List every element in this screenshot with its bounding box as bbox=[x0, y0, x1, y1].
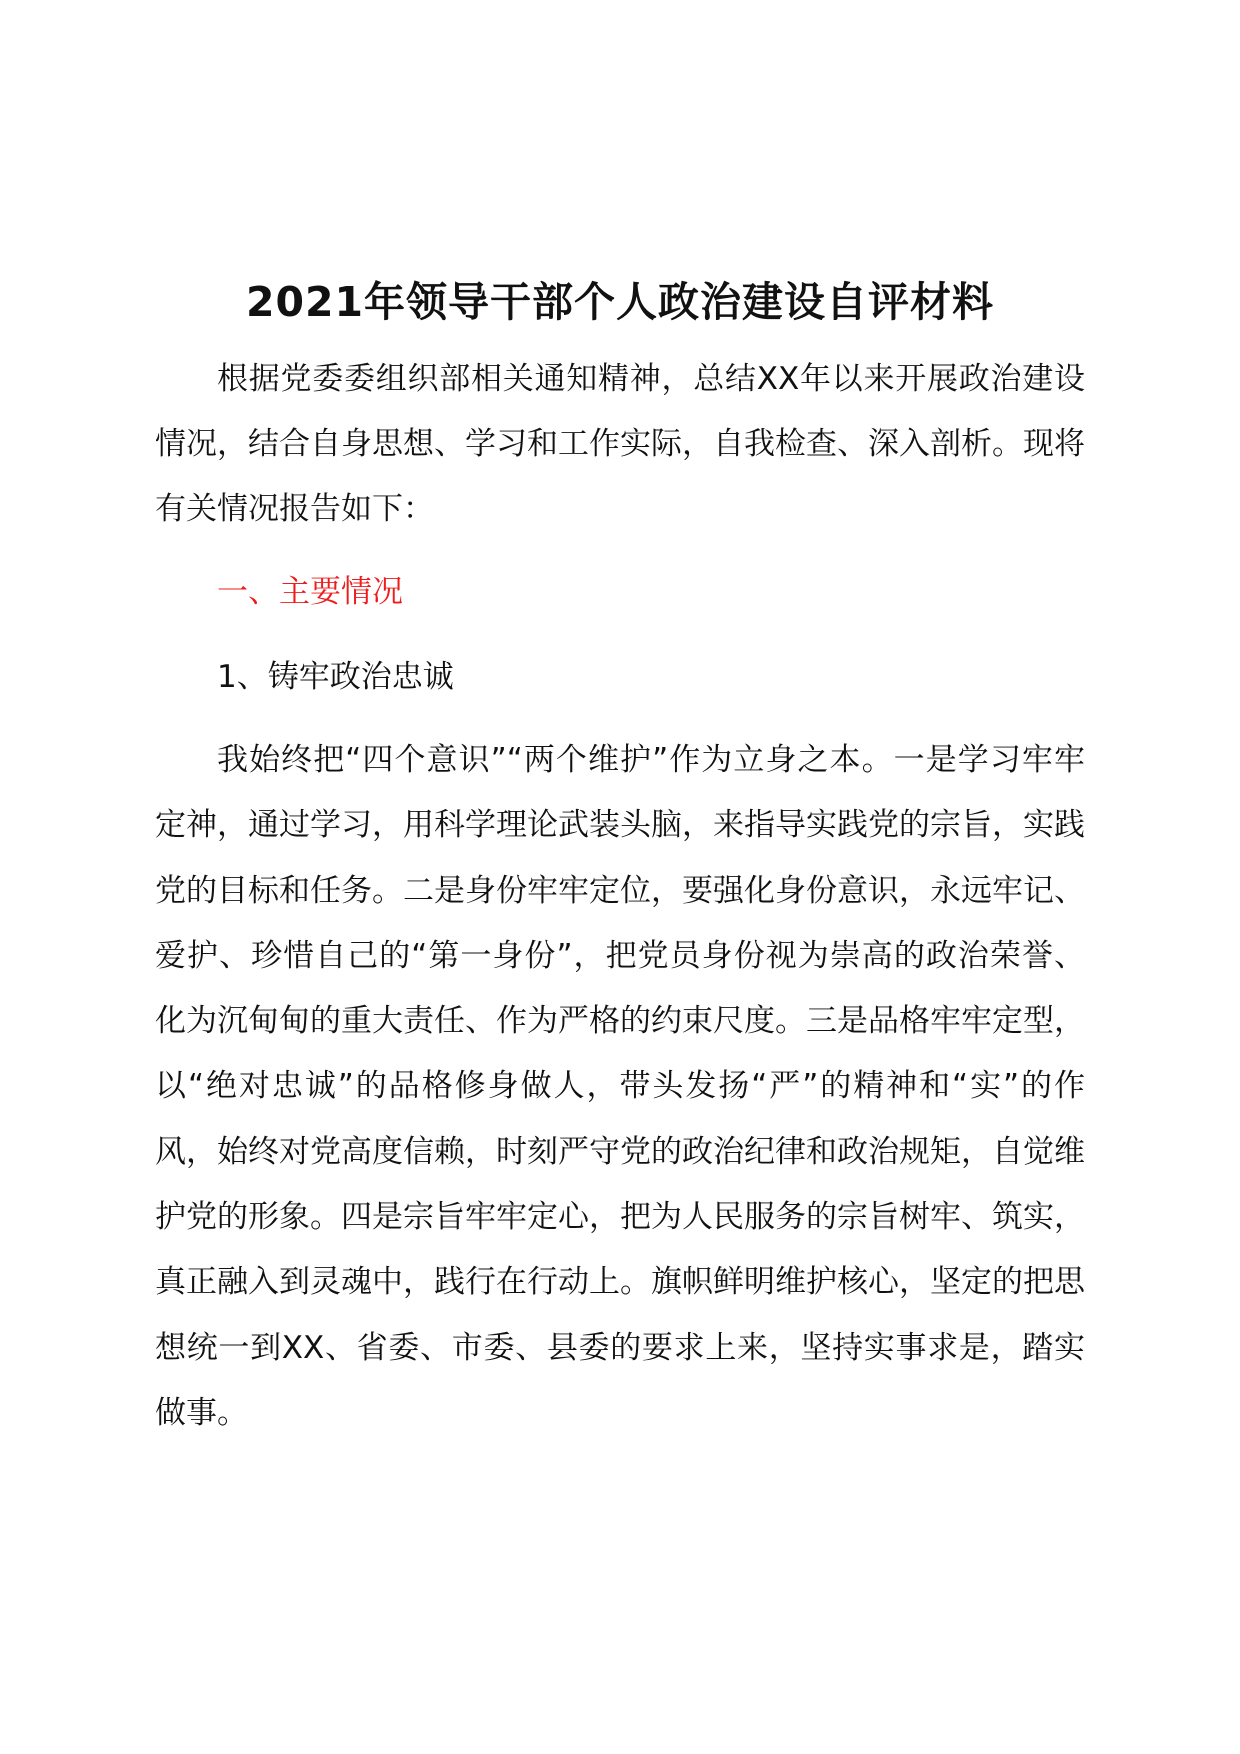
subsection-body-paragraph: 我始终把“四个意识”“两个维护”作为立身之本。一是学习牢牢定神，通过学习，用科学理论武装头脑，来指导实践党的宗旨，实践党的目标和任务。二是身份牢牢定位，要强化身份意识，永远牢记、爱护、珍惜自己的“第一身份”，把党员身份视为崇高的政治荣誉、化为沉甸甸的重大责任、作为严格的约束尺度。三是品格牢牢定型，以“绝对忠诚”的品格修身做人，带头发扬“严”的精神和“实”的作风，始终对党高度信赖，时刻严守党的政治纪律和政治规矩，自觉维护党的形象。四是宗旨牢牢定心，把为人民服务的宗旨树牢、筑实，真正融入到灵魂中，践行在行动上。旗帜鲜明维护核心，坚定的把思想统一到XX、省委、市委、县委的要求上来，坚持实事求是，踏实做事。 bbox=[155, 742, 1085, 1431]
section-heading-main-situation: 一、主要情况 bbox=[217, 574, 403, 610]
intro-paragraph: 根据党委委组织部相关通知精神，总结XX年以来开展政治建设情况，结合自身思想、学习和工作实际，自我检查、深入剖析。现将有关情况报告如下： bbox=[155, 361, 1085, 527]
document-title: 2021年领导干部个人政治建设自评材料 bbox=[245, 278, 995, 327]
subsection-heading-political-loyalty: 1、铸牢政治忠诚 bbox=[217, 659, 454, 695]
